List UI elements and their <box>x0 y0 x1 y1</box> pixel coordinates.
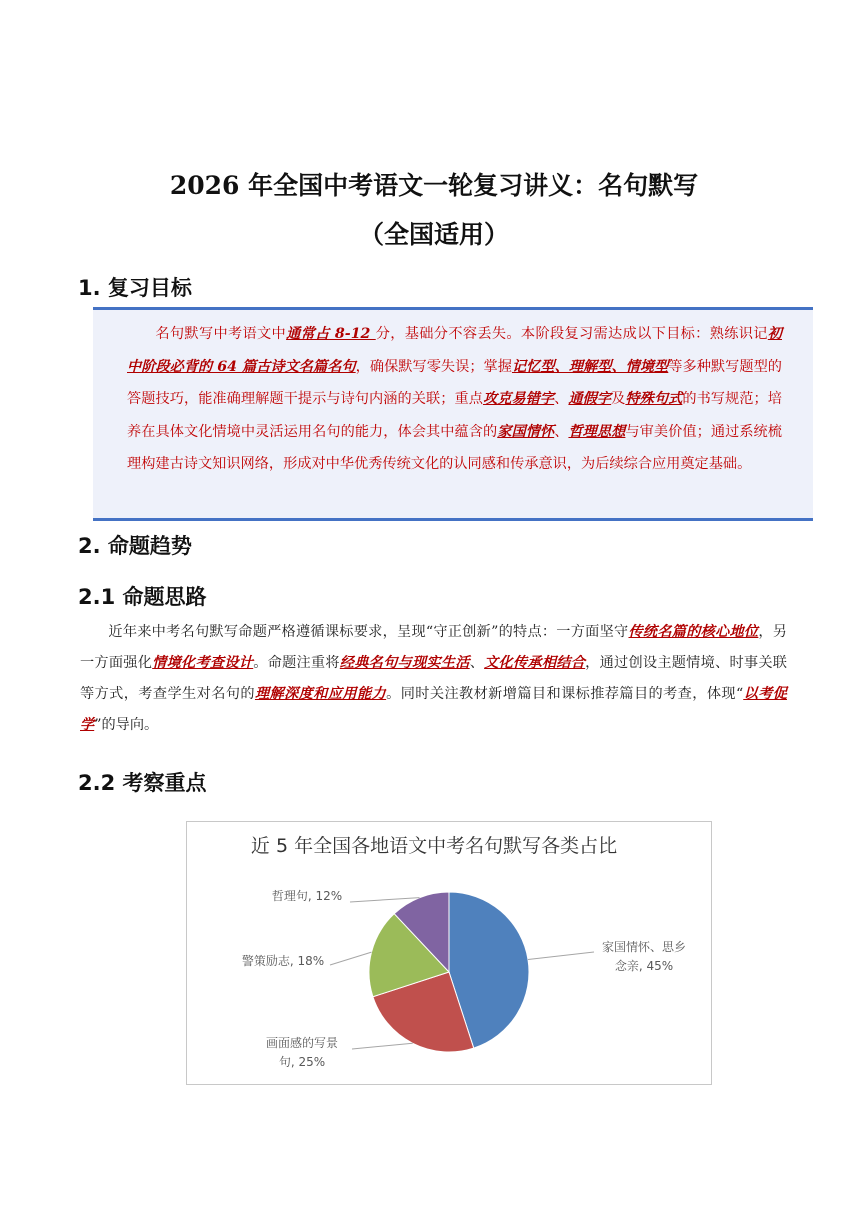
text-run: 近年来中考名句默写命题严格遵循课标要求，呈现“守正创新”的特点：一方面坚守 <box>108 624 629 640</box>
text-run: 。命题注重将 <box>253 655 340 671</box>
section-heading-trends: 2. 命题趋势 <box>78 534 192 558</box>
text-run: 名句默写中考语文中 <box>155 326 287 342</box>
document-title: 2026 年全国中考语文一轮复习讲义：名句默写 <box>169 171 699 200</box>
text-run: 与审美价值；通过系统梳理构建古诗文知识网络，形成对中华优秀传统文化的认同感和传承意识，为后续综合应用奠定基础。 <box>127 423 782 472</box>
text-run: 及 <box>611 391 626 407</box>
text-run: ，另一方面强化 <box>80 624 787 671</box>
emphasized-term: 哲理思想 <box>568 423 626 440</box>
text-run: 、 <box>554 423 569 440</box>
subsection-heading-approach: 2.1 命题思路 <box>78 585 207 609</box>
slice-label-1: 句, 25% <box>278 1055 326 1069</box>
goals-paragraph <box>127 318 782 481</box>
emphasized-term: 攻克易错字 <box>482 391 555 407</box>
text-run: 、 <box>554 391 569 407</box>
chart-title: 近 5 年全国各地语文中考名句默写各类占比 <box>250 835 618 857</box>
text-run: ，确保默写零失误；掌握 <box>355 358 512 375</box>
emphasized-term: 初中阶段必背的 64 篇古诗文名篇名句 <box>127 326 782 375</box>
slice-label-3: 哲理句, 12% <box>271 889 343 903</box>
emphasized-term: 情境化考查设计 <box>152 655 254 671</box>
slice-label-1: 画面感的写景 <box>265 1036 339 1050</box>
emphasized-term: 通常占 8-12 <box>286 326 376 342</box>
chart-frame <box>186 821 712 1085</box>
subsection-heading-focus: 2.2 考察重点 <box>78 771 207 795</box>
emphasized-term: 传统名篇的核心地位 <box>628 624 759 640</box>
emphasized-term: 经典名句与现实生活 <box>339 655 470 671</box>
section-heading-goals: 1. 复习目标 <box>78 276 192 300</box>
emphasized-term: 以考促学 <box>80 686 787 733</box>
text-run: 等多种默写题型的答题技巧，能准确理解题干提示与诗句内涵的关联；重点 <box>127 358 782 407</box>
emphasized-term: 文化传承相结合 <box>484 655 586 671</box>
text-run: ”的导向。 <box>94 717 159 733</box>
document-subtitle: （全国适用） <box>358 220 509 249</box>
text-run: 、 <box>469 655 485 671</box>
slice-label-2: 警策励志, 18% <box>241 954 325 968</box>
emphasized-term: 特殊句式 <box>625 391 683 407</box>
emphasized-term: 记忆型、理解型、情境型 <box>511 358 669 375</box>
slice-label-0: 家国情怀、思乡 <box>601 940 687 954</box>
text-run: 分，基础分不容丢失。本阶段复习需达成以下目标：熟练识记 <box>375 326 768 342</box>
slice-label-0: 念亲, 45% <box>614 959 674 973</box>
text-run: ，通过创设主题情境、时事关联等方式，考查学生对名句的 <box>80 655 787 702</box>
text-run: 。同时关注教材新增篇目和课标推荐篇目的考查，体现“ <box>386 686 744 702</box>
emphasized-term: 通假字 <box>568 391 612 407</box>
emphasized-term: 理解深度和应用能力 <box>254 686 387 702</box>
text-run: 的书写规范；培养在具体文化情境中灵活运用名句的能力，体会其中蕴含的 <box>127 391 782 440</box>
approach-paragraph <box>80 617 787 741</box>
emphasized-term: 家国情怀 <box>497 423 555 440</box>
